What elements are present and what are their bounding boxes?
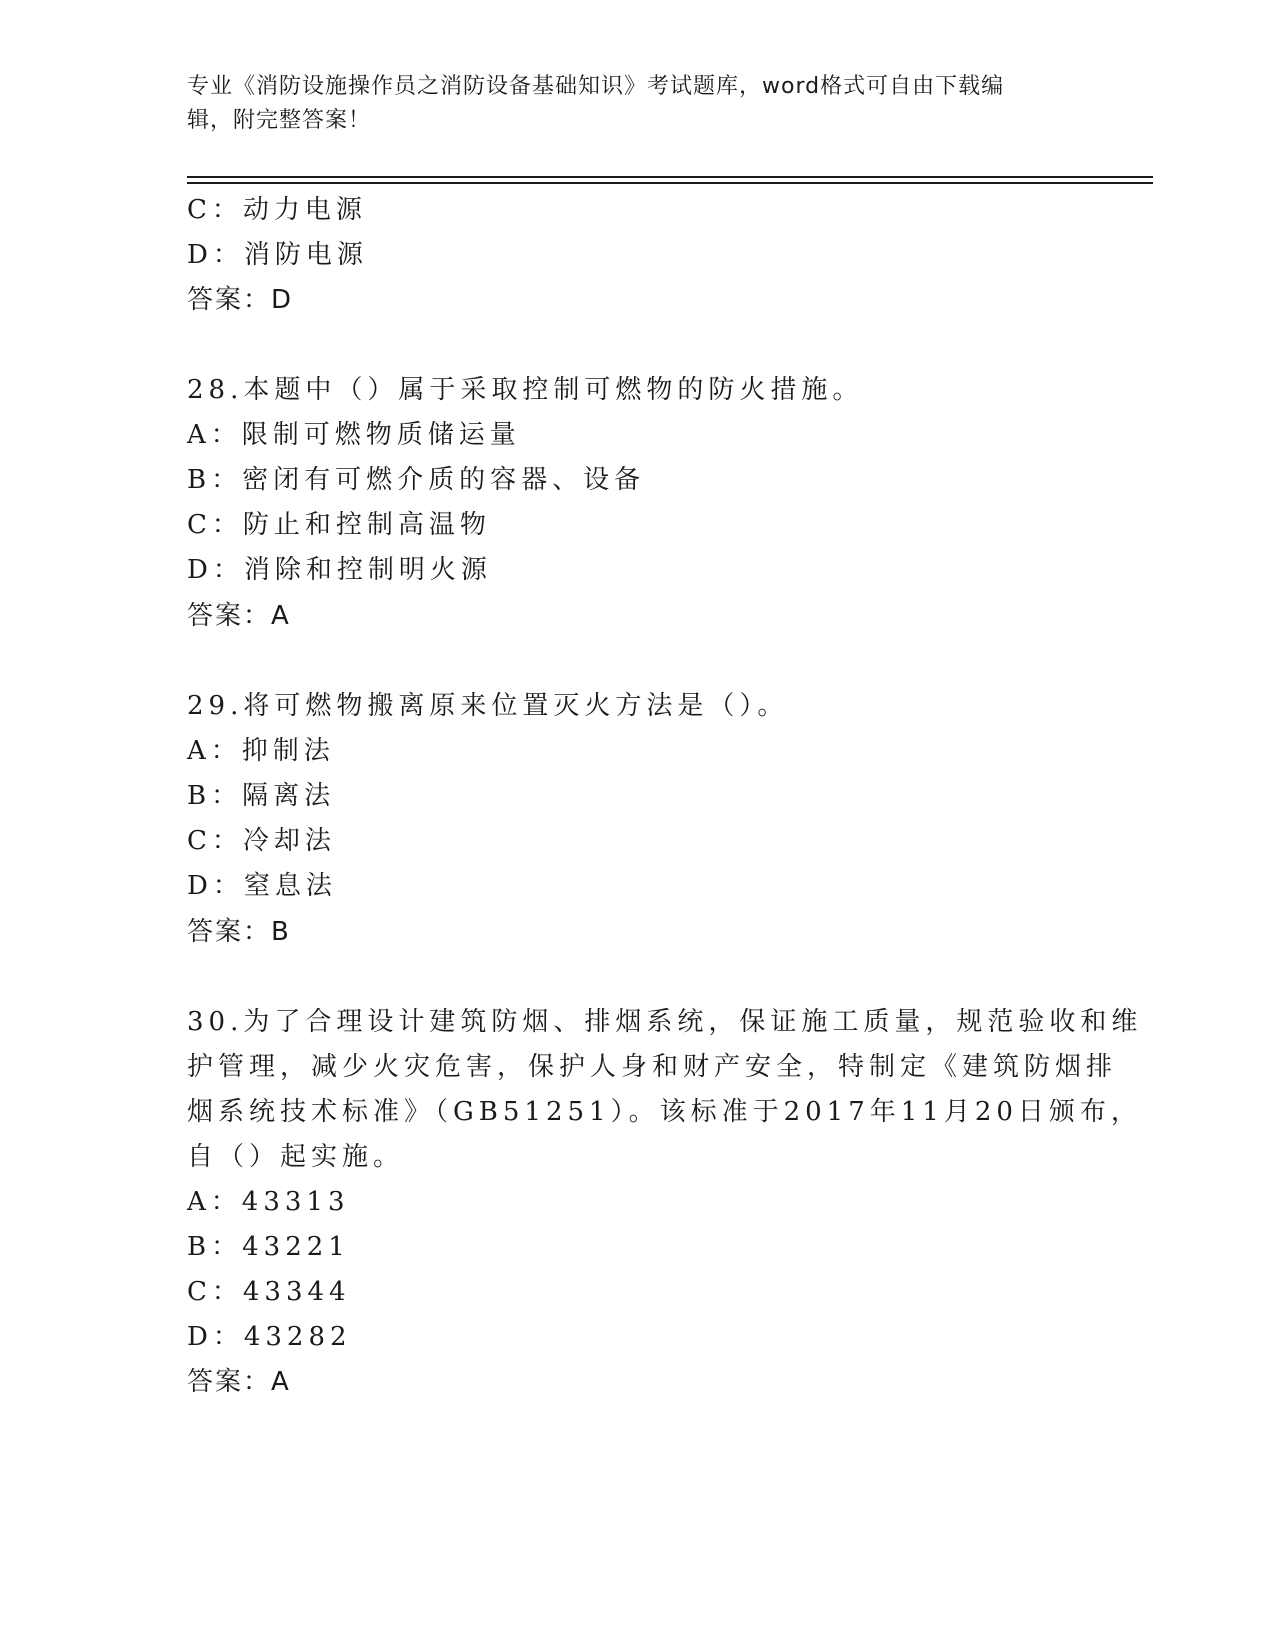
q28-option-a: A：限制可燃物质储运量: [187, 420, 521, 450]
q30-option-a: A：43313: [187, 1187, 350, 1217]
header-line-1: 专业《消防设施操作员之消防设备基础知识》考试题库，word格式可自由下载编: [187, 74, 1005, 99]
page-header: [187, 70, 1087, 138]
q29-option-d: D：窒息法: [187, 871, 337, 901]
q30-answer: 答案：A: [187, 1367, 291, 1397]
q27-answer: 答案：D: [187, 285, 294, 315]
q29-option-b: B：隔离法: [187, 781, 336, 811]
q30-option-d: D：43282: [187, 1322, 352, 1352]
q28-answer: 答案：A: [187, 601, 291, 631]
q30-question-line-4: 自（）起实施。: [187, 1142, 405, 1172]
q28-option-b: B：密闭有可燃介质的容器、设备: [187, 465, 646, 495]
q30-question-line-1: 30.为了合理设计建筑防烟、排烟系统，保证施工质量，规范验收和维: [187, 1007, 1143, 1037]
q29-option-c: C：冷却法: [187, 826, 336, 856]
q27-option-c: C：动力电源: [187, 195, 367, 225]
q29-question: 29.将可燃物搬离原来位置灭火方法是（）。: [187, 691, 789, 721]
header-line-2: 辑，附完整答案！: [187, 108, 372, 133]
q30-option-b: B：43221: [187, 1232, 350, 1262]
q29-option-a: A：抑制法: [187, 736, 335, 766]
q30-question-line-3: 烟系统技术标准》（GB51251）。该标准于2017年11月20日颁布，: [187, 1097, 1142, 1127]
q29-answer: 答案：B: [187, 917, 291, 947]
q28-question: 28.本题中（）属于采取控制可燃物的防火措施。: [187, 375, 864, 405]
q28-option-d: D：消除和控制明火源: [187, 555, 492, 585]
header-divider-bottom: [187, 182, 1153, 184]
header-divider-top: [187, 176, 1153, 178]
q30-option-c: C：43344: [187, 1277, 351, 1307]
q28-option-c: C：防止和控制高温物: [187, 510, 491, 540]
q30-question-line-2: 护管理，减少火灾危害，保护人身和财产安全，特制定《建筑防烟排: [187, 1052, 1118, 1082]
q27-option-d: D：消防电源: [187, 240, 368, 270]
